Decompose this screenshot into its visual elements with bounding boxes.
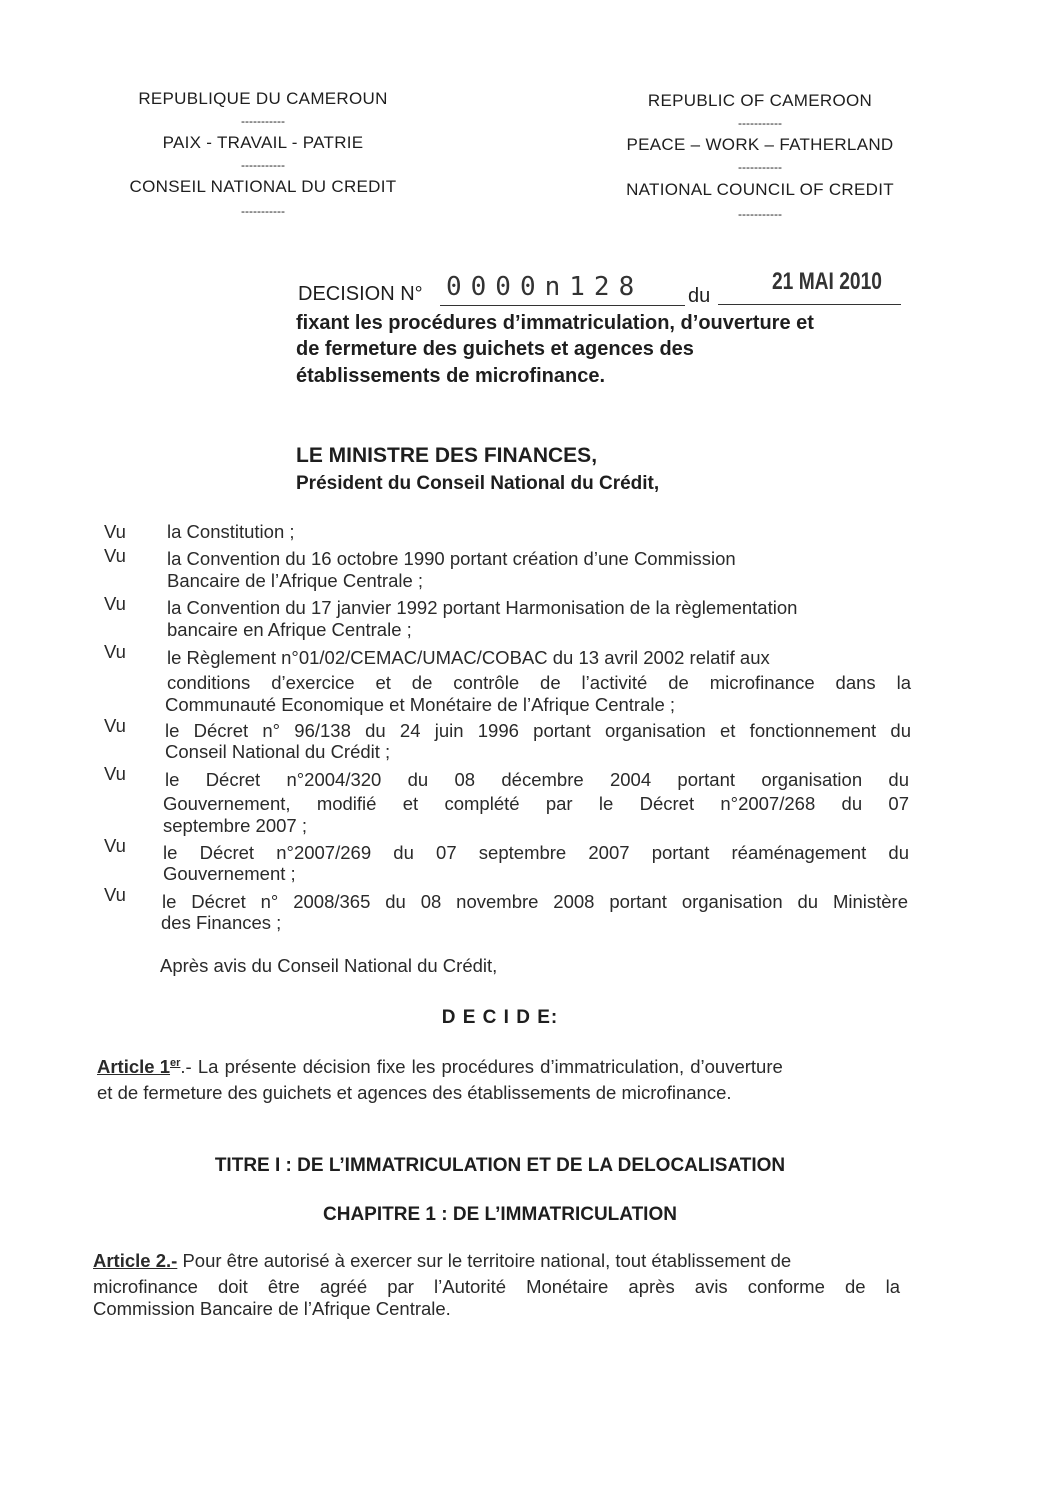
consideration-line: le Décret n°2007/269 du 07 septembre 2007 portant réaménagement du bbox=[163, 842, 909, 863]
authority-subtitle: Président du Conseil National du Crédit, bbox=[296, 473, 660, 494]
header-fr-motto: PAIX - TRAVAIL - PATRIE bbox=[162, 133, 364, 152]
consideration-line: des Finances ; bbox=[161, 912, 282, 933]
consideration-line: le Décret n° 96/138 du 24 juin 1996 portant organisation et fonctionnement du bbox=[165, 720, 911, 741]
article-1-label: Article 1 bbox=[97, 1056, 171, 1078]
vu-label: Vu bbox=[104, 763, 126, 784]
authority-title: LE MINISTRE DES FINANCES, bbox=[296, 444, 598, 467]
article-1-text: La présente décision fixe les procédures d’immatriculation, d’ouverture bbox=[191, 1056, 783, 1078]
vu-label: Vu bbox=[104, 545, 126, 566]
titre-heading: TITRE I : DE L’IMMATRICULATION ET DE LA DELOCALISATION bbox=[214, 1155, 786, 1176]
header-fr-council: CONSEIL NATIONAL DU CREDIT bbox=[129, 177, 397, 196]
header-separator: ----------- bbox=[241, 204, 285, 218]
vu-label: Vu bbox=[104, 715, 126, 736]
consideration-line: bancaire en Afrique Centrale ; bbox=[167, 619, 412, 640]
decision-number: 0000n128 bbox=[446, 272, 644, 302]
header-en-country: REPUBLIC OF CAMEROON bbox=[647, 91, 873, 110]
vu-label: Vu bbox=[104, 835, 126, 856]
consideration-line: conditions d’exercice et de contrôle de l’activité de microfinance dans la bbox=[167, 672, 911, 693]
consideration-line: la Constitution ; bbox=[167, 521, 295, 542]
decision-date: 21 MAI 2010 bbox=[772, 268, 882, 295]
header-separator: ----------- bbox=[738, 160, 782, 174]
article-1-sep: .- bbox=[180, 1056, 192, 1078]
vu-label: Vu bbox=[104, 593, 126, 614]
article-2-label: Article 2.- bbox=[93, 1250, 178, 1271]
article-2-line: Commission Bancaire de l’Afrique Centrale. bbox=[93, 1298, 451, 1319]
chapitre-heading: CHAPITRE 1 : DE L’IMMATRICULATION bbox=[323, 1204, 677, 1225]
article-2-text: Pour être autorisé à exercer sur le territoire national, tout établissement de bbox=[177, 1250, 792, 1271]
consideration-line: la Convention du 16 octobre 1990 portant création d’une Commission bbox=[167, 548, 736, 569]
vu-label: Vu bbox=[104, 641, 126, 662]
header-en-motto: PEACE – WORK – FATHERLAND bbox=[626, 135, 894, 154]
decision-label: DECISION N° bbox=[298, 283, 423, 305]
consideration-line: Communauté Economique et Monétaire de l’Afrique Centrale ; bbox=[165, 694, 676, 715]
article-1-sup: er bbox=[170, 1057, 181, 1069]
header-separator: ----------- bbox=[738, 116, 782, 130]
header-separator: ----------- bbox=[241, 114, 285, 128]
article-1-line: et de fermeture des guichets et agences des établissements de microfinance. bbox=[97, 1082, 732, 1103]
header-fr-country: REPUBLIQUE DU CAMEROUN bbox=[138, 89, 388, 108]
consideration-line: le Décret n° 2008/365 du 08 novembre 2008 portant organisation du Ministère bbox=[162, 891, 908, 912]
header-separator: ----------- bbox=[738, 207, 782, 221]
header-en-council: NATIONAL COUNCIL OF CREDIT bbox=[626, 180, 894, 199]
decision-subtitle-line: de fermeture des guichets et agences des bbox=[296, 338, 694, 360]
consideration-line: le Décret n°2004/320 du 08 décembre 2004 portant organisation du bbox=[165, 769, 909, 790]
decision-subtitle-line: établissements de microfinance. bbox=[296, 365, 606, 387]
decides-heading: D E C I D E: bbox=[441, 1007, 559, 1028]
consideration-line: Conseil National du Crédit ; bbox=[165, 741, 391, 762]
article-1-line bbox=[97, 1052, 905, 1078]
consideration-line: la Convention du 17 janvier 1992 portant Harmonisation de la règlementation bbox=[167, 597, 798, 618]
decision-date-underline bbox=[718, 304, 901, 305]
decision-subtitle-line: fixant les procédures d’immatriculation, d’ouverture et bbox=[296, 312, 814, 334]
vu-label: Vu bbox=[104, 884, 126, 905]
consideration-line: Bancaire de l’Afrique Centrale ; bbox=[167, 570, 424, 591]
consideration-line: le Règlement n°01/02/CEMAC/UMAC/COBAC du 13 avril 2002 relatif aux bbox=[167, 647, 770, 668]
after-opinion: Après avis du Conseil National du Crédit, bbox=[160, 955, 498, 976]
consideration-line: Gouvernement ; bbox=[163, 863, 296, 884]
consideration-line: Gouvernement, modifié et complété par le Décret n°2007/268 du 07 bbox=[163, 793, 909, 814]
decision-number-underline bbox=[440, 305, 685, 306]
vu-label: Vu bbox=[104, 521, 126, 542]
consideration-line: septembre 2007 ; bbox=[163, 815, 307, 836]
decision-du: du bbox=[688, 285, 711, 307]
article-2-line bbox=[93, 1250, 791, 1272]
article-2-line: microfinance doit être agréé par l’Autorité Monétaire après avis conforme de la bbox=[93, 1276, 900, 1297]
header-separator: ----------- bbox=[241, 158, 285, 172]
